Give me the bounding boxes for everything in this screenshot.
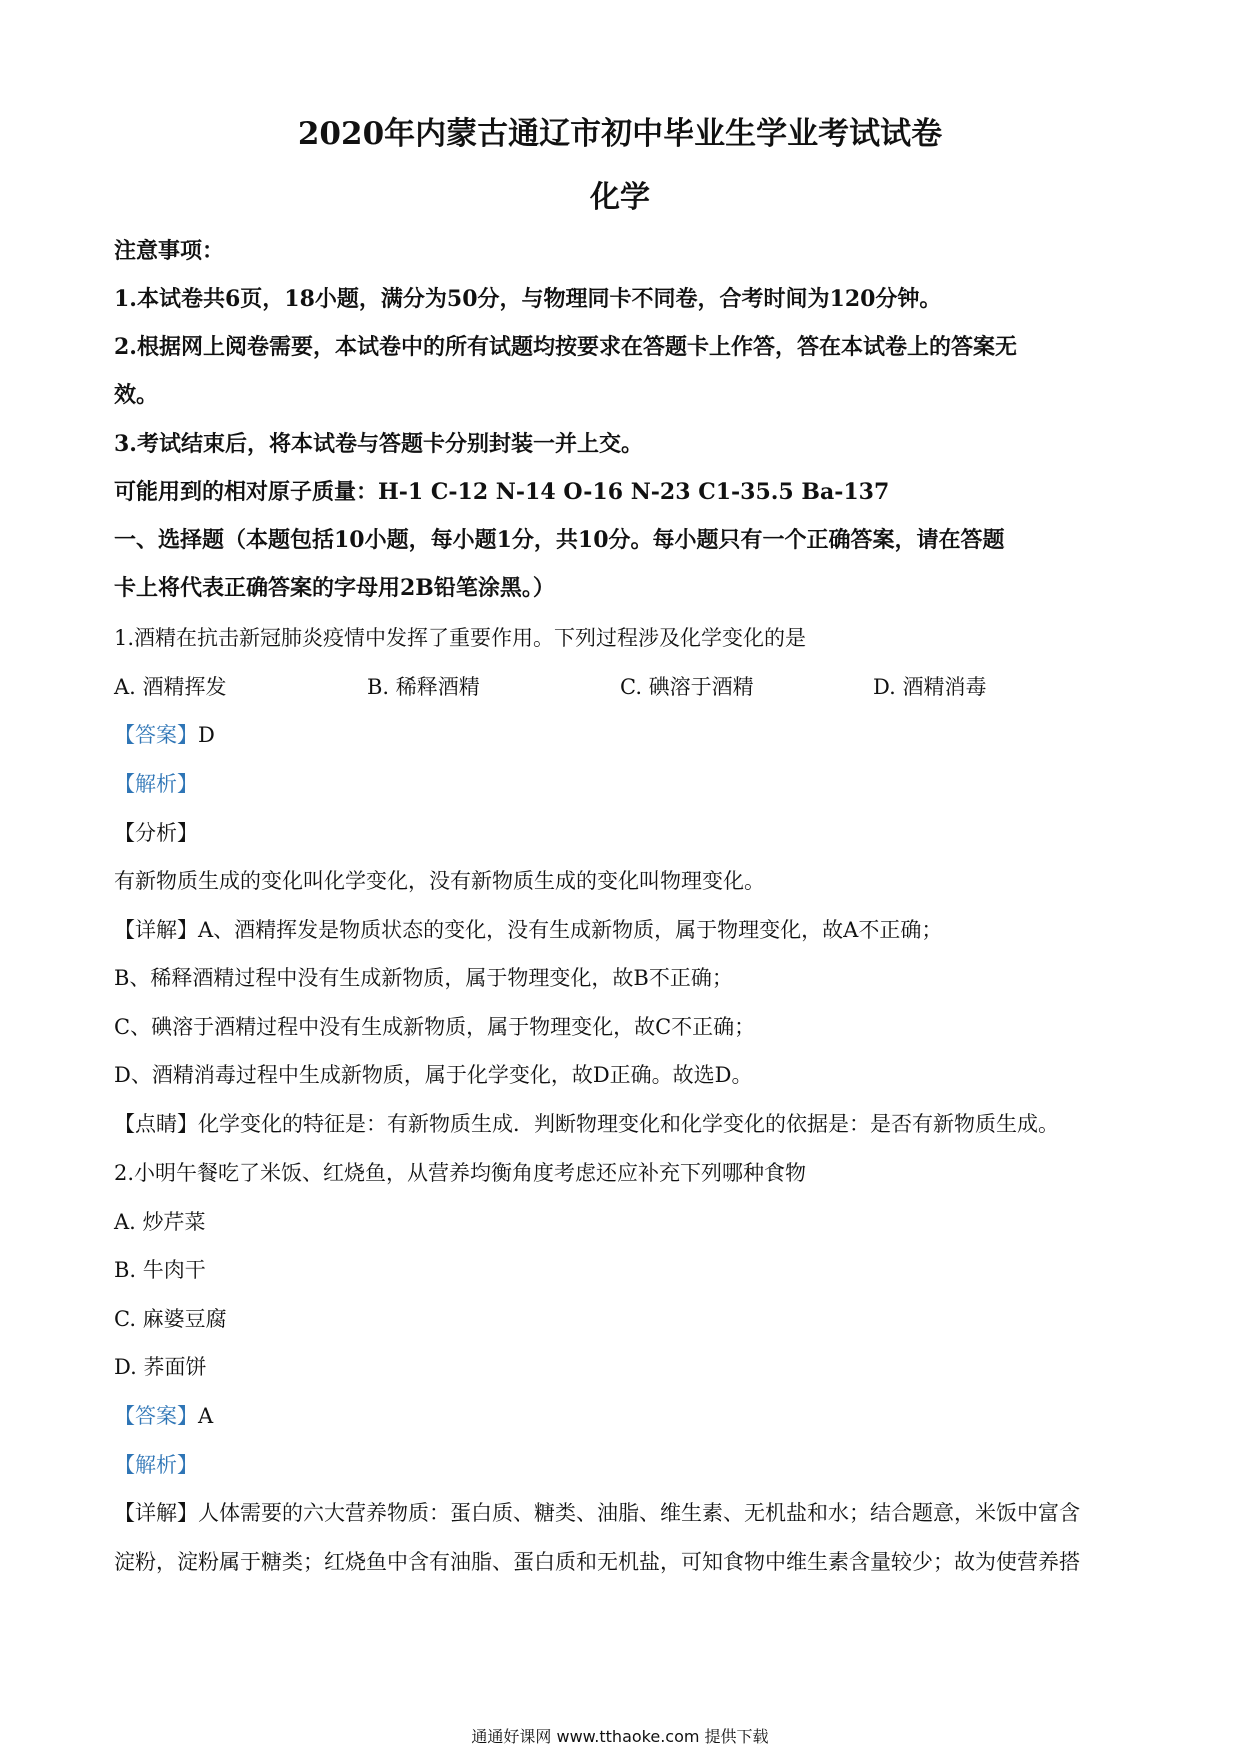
question-1-fenxi-tag: 【分析】 (114, 821, 198, 845)
notice-item-1: 1.本试卷共6页，18小题，满分为50分，与物理同卡不同卷，合考时间为120分钟。 (114, 286, 942, 312)
question-1-option-a: A. 酒精挥发 (114, 675, 227, 699)
question-2-option-a: A. 炒芹菜 (114, 1210, 206, 1234)
question-2-option-d: D. 荞面饼 (114, 1355, 207, 1379)
question-1-detail-3: C、碘溶于酒精过程中没有生成新物质，属于物理变化，故C不正确； (114, 1015, 756, 1039)
page-footer: 通通好课网 www.tthaoke.com 提供下载 (471, 1727, 769, 1746)
notice-item-2-line-2: 效。 (114, 382, 159, 408)
question-1-analysis-tag: 【解析】 (114, 772, 198, 796)
notice-heading: 注意事项： (114, 238, 225, 264)
question-1-point: 【点睛】化学变化的特征是：有新物质生成．判断物理变化和化学变化的依据是：是否有新物质生成。 (114, 1112, 1059, 1136)
exam-title: 2020年内蒙古通辽市初中毕业生学业考试试卷 (297, 116, 943, 152)
question-2-stem: 2.小明午餐吃了米饭、红烧鱼，从营养均衡角度考虑还应补充下列哪种食物 (114, 1161, 807, 1185)
question-2-detail-2: 淀粉，淀粉属于糖类；红烧鱼中含有油脂、蛋白质和无机盐，可知食物中维生素含量较少；故为使营养搭 (114, 1550, 1080, 1574)
question-1-detail-4: D、酒精消毒过程中生成新物质，属于化学变化，故D正确。故选D。 (114, 1063, 753, 1087)
atomic-masses: 可能用到的相对原子质量：H-1 C-12 N-14 O-16 N-23 C1-35.5 Ba-137 (114, 479, 890, 505)
answer-value: A (198, 1404, 214, 1428)
question-1-answer (114, 720, 215, 750)
question-2-analysis-tag: 【解析】 (114, 1453, 198, 1477)
section-heading-line-2: 卡上将代表正确答案的字母用2B铅笔涂黑。） (114, 575, 555, 601)
question-1-option-b: B. 稀释酒精 (367, 675, 480, 699)
question-2-option-c: C. 麻婆豆腐 (114, 1307, 227, 1331)
answer-tag: 【答案】 (114, 1404, 198, 1428)
question-1-option-d: D. 酒精消毒 (873, 675, 987, 699)
answer-tag: 【答案】 (114, 723, 198, 747)
question-1-fenxi-text: 有新物质生成的变化叫化学变化，没有新物质生成的变化叫物理变化。 (114, 869, 765, 893)
question-2-answer (114, 1401, 213, 1431)
question-1-detail-1: 【详解】A、酒精挥发是物质状态的变化，没有生成新物质，属于物理变化，故A不正确； (114, 918, 943, 942)
question-1-option-c: C. 碘溶于酒精 (620, 675, 754, 699)
question-1-stem: 1.酒精在抗击新冠肺炎疫情中发挥了重要作用。下列过程涉及化学变化的是 (114, 626, 807, 650)
section-heading-line-1: 一、选择题（本题包括10小题，每小题1分，共10分。每小题只有一个正确答案，请在答题 (114, 527, 1005, 553)
notice-item-3: 3.考试结束后，将本试卷与答题卡分别封装一并上交。 (114, 431, 643, 457)
notice-item-2-line-1: 2.根据网上阅卷需要，本试卷中的所有试题均按要求在答题卡上作答，答在本试卷上的答案无 (114, 334, 1017, 360)
question-2-detail-1: 【详解】人体需要的六大营养物质：蛋白质、糖类、油脂、维生素、无机盐和水；结合题意，米饭中富含 (114, 1501, 1080, 1525)
question-2-option-b: B. 牛肉干 (114, 1258, 206, 1282)
question-1-detail-2: B、稀释酒精过程中没有生成新物质，属于物理变化，故B不正确； (114, 966, 733, 990)
subject-title: 化学 (590, 180, 650, 215)
answer-value: D (198, 723, 215, 747)
